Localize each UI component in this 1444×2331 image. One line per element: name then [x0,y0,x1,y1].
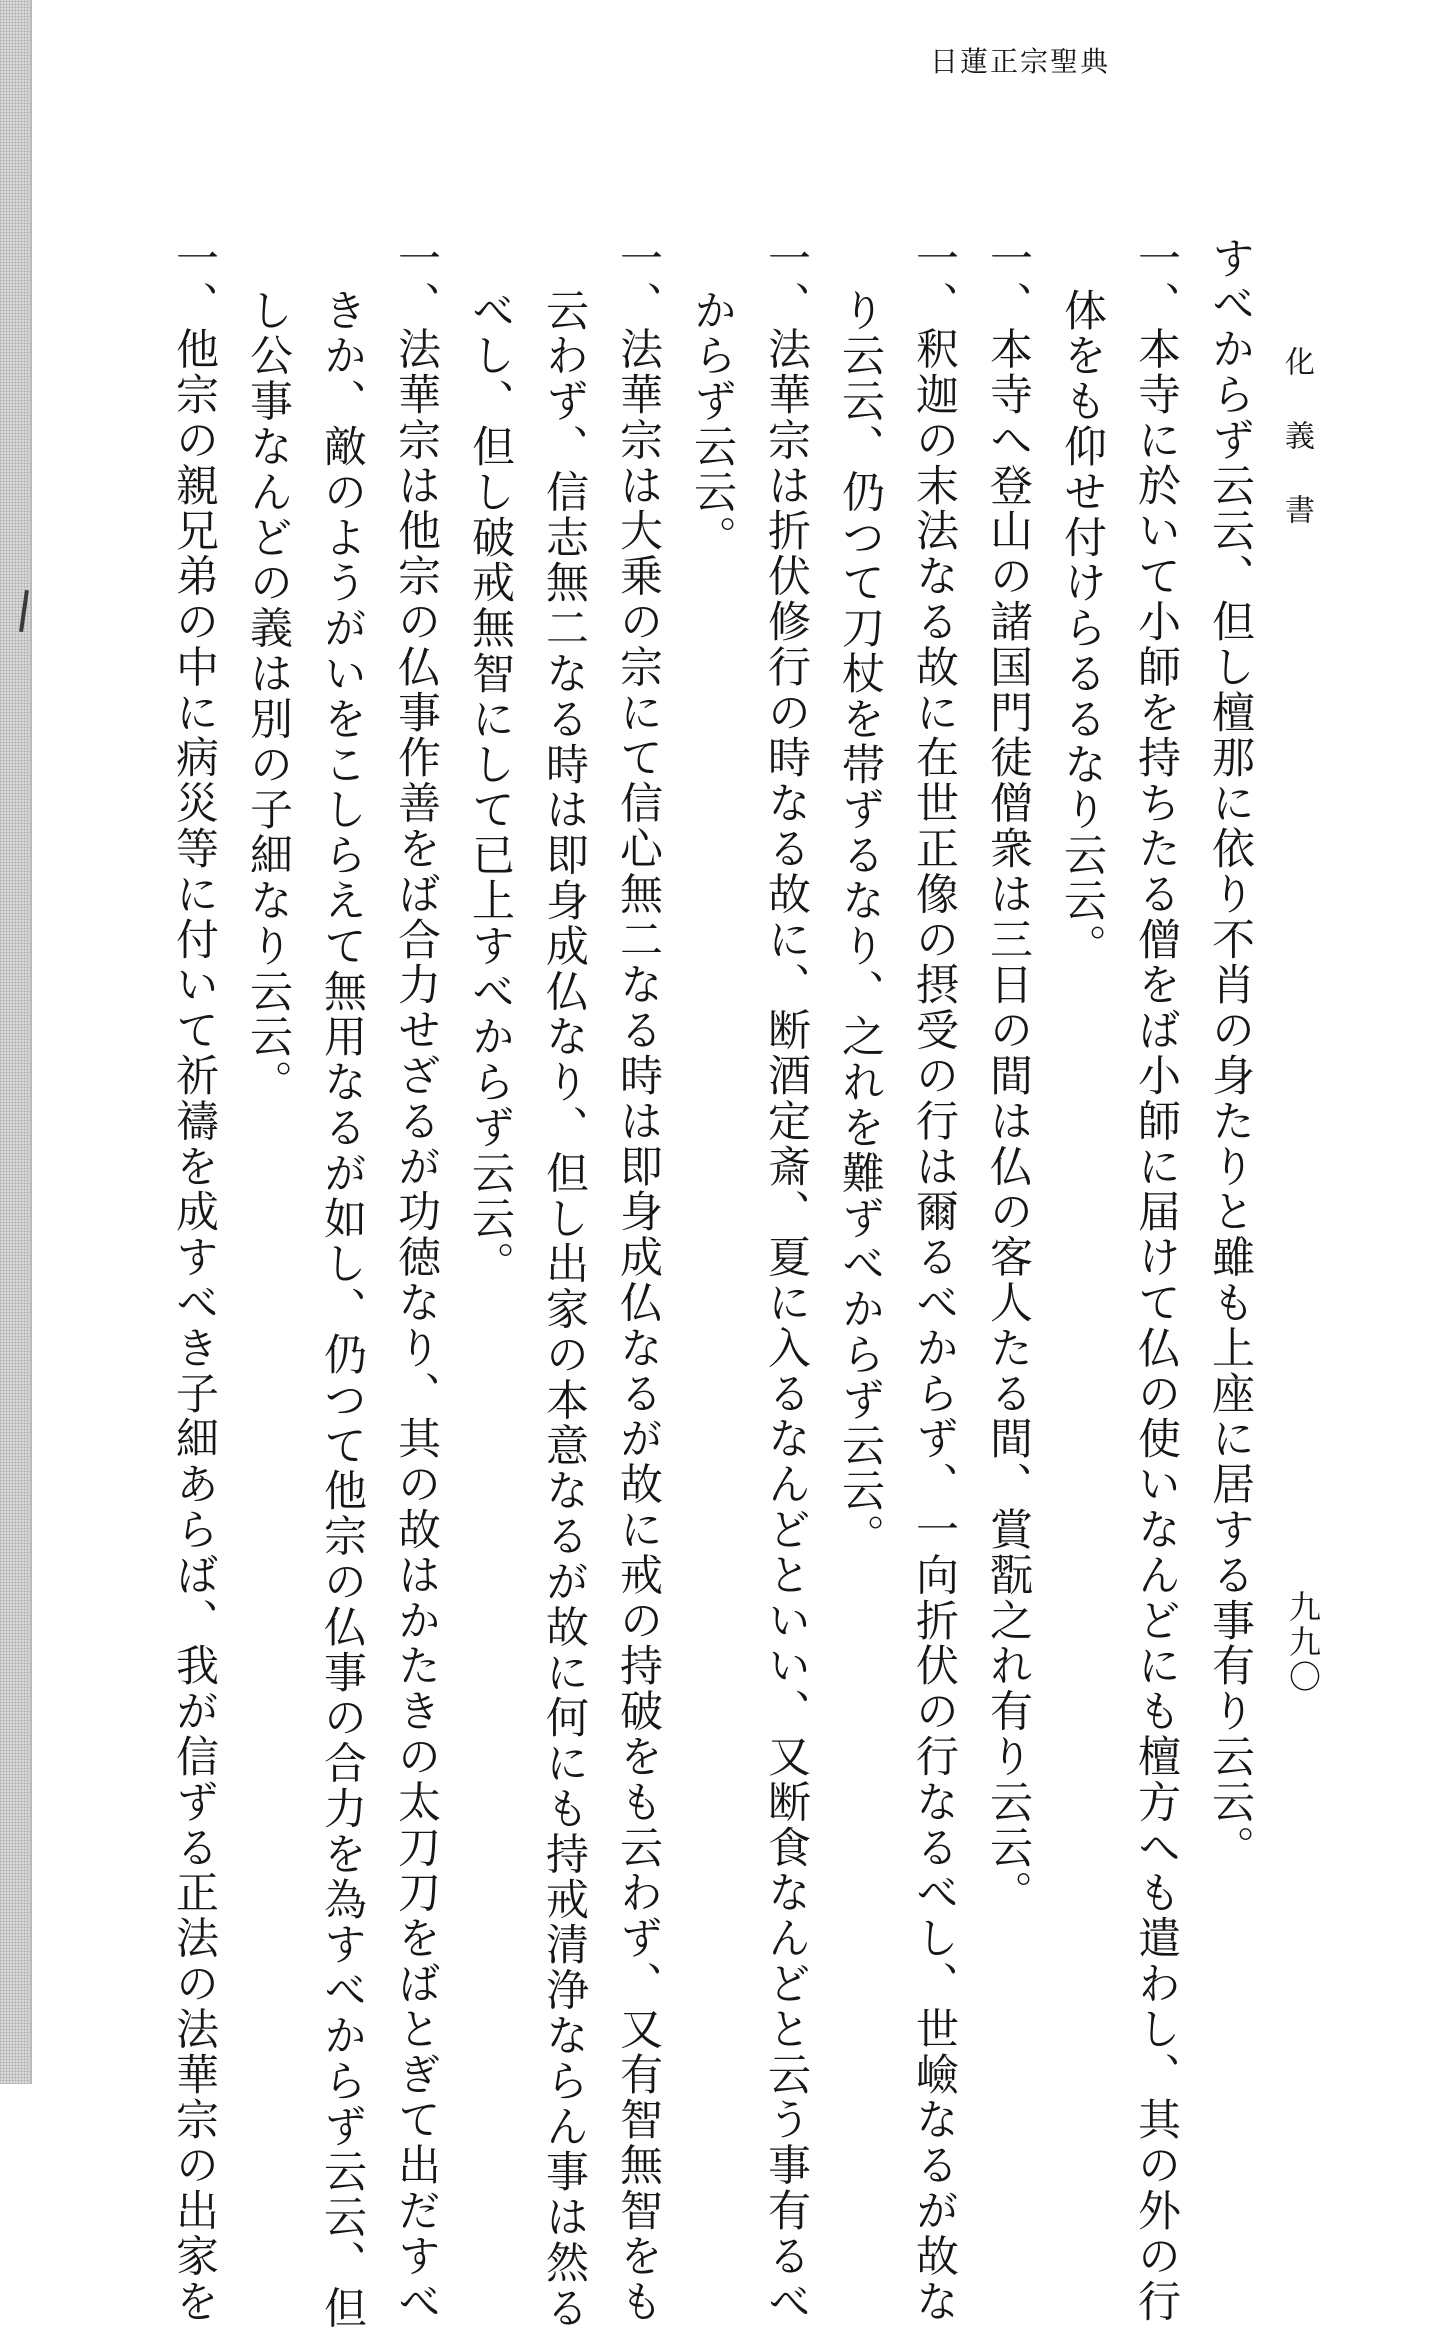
text-column: り云云、仍つて刀杖を帯ずるなり、之れを難ずべからず云云。 [835,288,885,1560]
page-number: 九九〇 [1284,1590,1322,1695]
text-column: べし、但し破戒無智にして已上すべからず云云。 [465,288,515,1287]
text-column: 一、法華宗は他宗の仏事作善をば合力せざるが功徳なり、其の故はかたきの太刀刀をばとぎて出だすべ [391,236,441,2325]
text-column: 一、釈迦の末法なる故に在世正像の摂受の行は爾るべからず、一向折伏の行なるべし、世嶮なるが故な [909,236,959,2325]
text-column: すべからず云云、但し檀那に依り不肖の身たりと雖も上座に居する事有り云云。 [1205,236,1255,1871]
body-text [169,236,1260,2331]
text-column: 一、他宗の親兄弟の中に病災等に付いて祈禱を成すべき子細あらば、我が信ずる正法の法華宗の出家を [169,236,219,2325]
text-column: 一、本寺へ登山の諸国門徒僧衆は三日の間は仏の客人たる間、賞翫之れ有り云云。 [983,236,1033,1916]
book-title: 日蓮正宗聖典 [930,45,1111,78]
scan-edge-texture [0,0,30,2084]
scan-edge-line [30,0,32,2084]
text-column: 一、本寺に於いて小師を持ちたる僧をば小師に届けて仏の使いなんどにも檀方へも遣わし、其の外の行 [1131,236,1181,2325]
section-title: 化義書 [1279,346,1314,568]
text-column: 云わず、信志無二なる時は即身成仏なり、但し出家の本意なるが故に何にも持戒清浄ならん事は然る [539,288,589,2331]
text-column: 一、法華宗は折伏修行の時なる故に、断酒定斎、夏に入るなんどといい、又断食なんどと云う事有るべ [761,236,811,2325]
text-column: し公事なんどの義は別の子細なり云云。 [243,288,293,1106]
text-column: 体をも仰せ付けらるるなり云云。 [1057,288,1107,969]
text-column: からず云云。 [687,288,737,561]
text-column: 一、法華宗は大乗の宗にて信心無二なる時は即身成仏なるが故に戒の持破をも云わず、又有智無智をも [613,236,663,2325]
text-column: きか、敵のようがいをこしらえて無用なるが如し、仍つて他宗の仏事の合力を為すべからず云云、但 [317,288,367,2331]
